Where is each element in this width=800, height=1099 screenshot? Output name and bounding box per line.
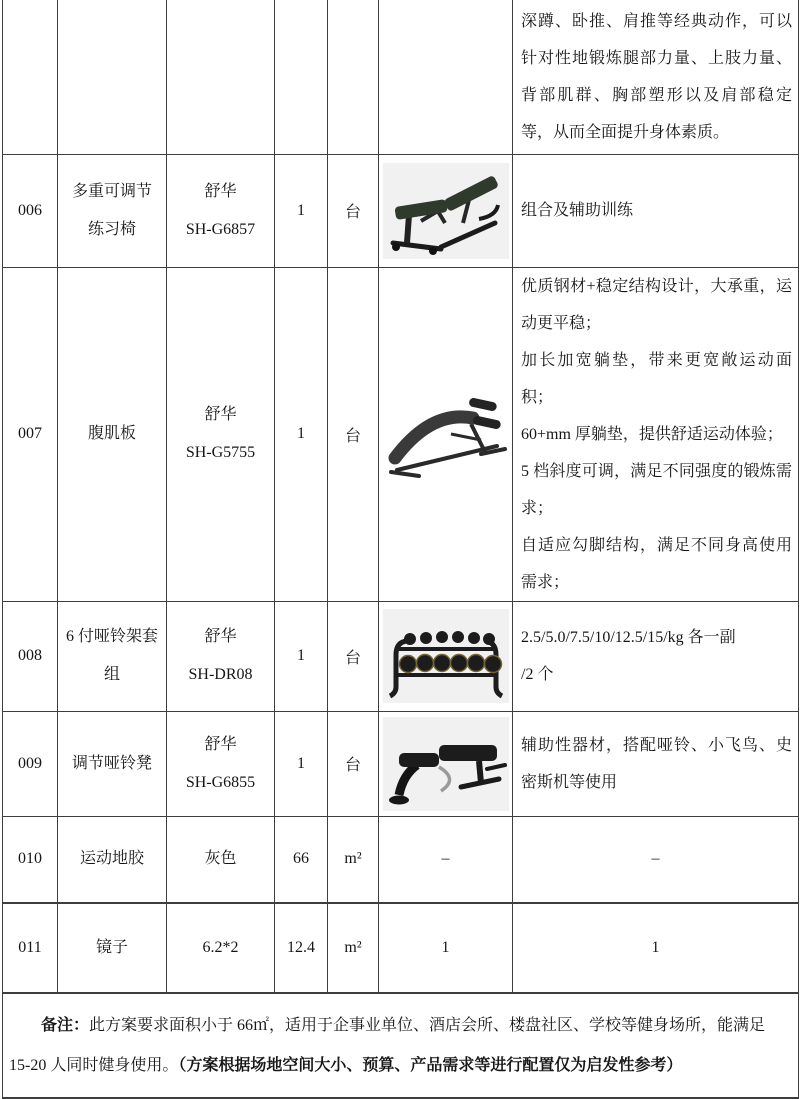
model-cell: [167, 154, 275, 267]
name-cell: [58, 816, 167, 903]
abdominal-board-image: [383, 382, 509, 486]
model-cell: [167, 0, 275, 154]
table-row-005-continuation: [3, 0, 799, 154]
equipment-table: [2, 0, 799, 1099]
description-text: 优质钢材+稳定结构设计，大承重，运动更平稳； 加长加宽躺垫，带来更宽敞运动面积； 60+mm 厚躺垫，提供舒适运动体验； 5 档斜度可调，满足不同强度的锻炼需求； 自适应勾脚结构，满足不同身高使用需求；: [521, 277, 792, 591]
unit-cell: 台: [328, 154, 379, 267]
table-row-011: [3, 903, 799, 993]
description-cell: [513, 154, 799, 267]
unit-cell: [328, 0, 379, 154]
table-row-007: [3, 267, 799, 601]
model-cell: [167, 267, 275, 601]
name-text: 6 付哑铃架套 组: [65, 628, 158, 683]
id-cell: 009: [3, 711, 58, 816]
description-cell: [513, 267, 799, 601]
name-cell: [58, 711, 167, 816]
name-cell: [58, 601, 167, 711]
table-row-010: [3, 816, 799, 903]
model-text: 舒华 SH-G6857: [185, 182, 256, 238]
model-cell: [167, 711, 275, 816]
model-text: 6.2*2: [202, 939, 239, 956]
description-cell: [513, 0, 799, 154]
description-text: 2.5/5.0/7.5/10/12.5/15/kg 各一副 /2 个: [521, 629, 736, 683]
name-text: 镜子: [95, 939, 128, 956]
model-cell: [167, 903, 275, 993]
image-cell: [379, 0, 513, 154]
table-row-006: [3, 154, 799, 267]
qty-cell: 66: [275, 816, 328, 903]
id-cell: 008: [3, 601, 58, 711]
unit-cell: m²: [328, 816, 379, 903]
description-cell: 1: [513, 903, 799, 993]
name-text: 多重可调节 练习椅: [71, 182, 152, 238]
note-emphasis: （方案根据场地空间大小、预算、产品需求等进行配置仅为启发性参考）: [178, 1056, 683, 1074]
qty-cell: 1: [275, 267, 328, 601]
image-cell: [379, 601, 513, 711]
table-row-009: [3, 711, 799, 816]
table-row-008: [3, 601, 799, 711]
name-cell: [58, 154, 167, 267]
dumbbell-bench-image: [383, 717, 509, 811]
product-image-dumbbell-bench: [383, 717, 509, 811]
image-cell: [379, 711, 513, 816]
unit-cell: m²: [328, 903, 379, 993]
description-text: 深蹲、卧推、肩推等经典动作，可以针对性地锻炼腿部力量、上肢力量、背部肌群、胸部塑形以及肩部稳定等，从而全面提升身体素质。: [521, 12, 792, 141]
model-text: 舒华 SH-G6855: [185, 735, 256, 791]
note-text: [9, 1006, 786, 1086]
name-cell: [58, 903, 167, 993]
qty-cell: 1: [275, 154, 328, 267]
image-cell: 1: [379, 903, 513, 993]
id-cell: 007: [3, 267, 58, 601]
adjustable-training-bench-image: [383, 163, 509, 259]
image-cell: [379, 267, 513, 601]
product-image-abdominal-board: [383, 382, 509, 486]
product-image-adjustable-training-bench: [383, 163, 509, 259]
dumbbell-rack-image: [383, 609, 509, 703]
image-cell: [379, 154, 513, 267]
note-cell: [3, 993, 799, 1098]
note-label: 备注：: [41, 1016, 90, 1034]
qty-cell: 1: [275, 711, 328, 816]
model-text: 灰色: [204, 850, 237, 868]
id-cell: [3, 0, 58, 154]
product-image-dumbbell-rack: [383, 609, 509, 703]
id-cell: 006: [3, 154, 58, 267]
id-cell: 011: [3, 903, 58, 993]
description-text: 辅助性器材，搭配哑铃、小飞鸟、史密斯机等使用: [521, 736, 792, 791]
unit-cell: 台: [328, 267, 379, 601]
image-cell: –: [379, 816, 513, 903]
qty-cell: 12.4: [275, 903, 328, 993]
description-cell: [513, 601, 799, 711]
model-cell: [167, 816, 275, 903]
name-text: 腹肌板: [87, 425, 136, 442]
model-text: 舒华 SH-DR08: [188, 628, 253, 683]
unit-cell: 台: [328, 601, 379, 711]
model-cell: [167, 601, 275, 711]
description-cell: –: [513, 816, 799, 903]
unit-cell: 台: [328, 711, 379, 816]
description-cell: [513, 711, 799, 816]
qty-cell: 1: [275, 601, 328, 711]
name-cell: [58, 0, 167, 154]
name-cell: [58, 267, 167, 601]
description-text: 组合及辅助训练: [521, 202, 634, 219]
name-text: 运动地胶: [79, 850, 144, 868]
name-text: 调节哑铃凳: [71, 754, 152, 772]
note-body: 此方案要求面积小于 66㎡，适用于企事业单位、酒店会所、楼盘社区、学校等健身场所，能满足 15-20 人同时健身使用。: [9, 1016, 766, 1074]
model-text: 舒华 SH-G5755: [185, 406, 256, 461]
qty-cell: [275, 0, 328, 154]
table-note-row: [3, 993, 799, 1098]
id-cell: 010: [3, 816, 58, 903]
